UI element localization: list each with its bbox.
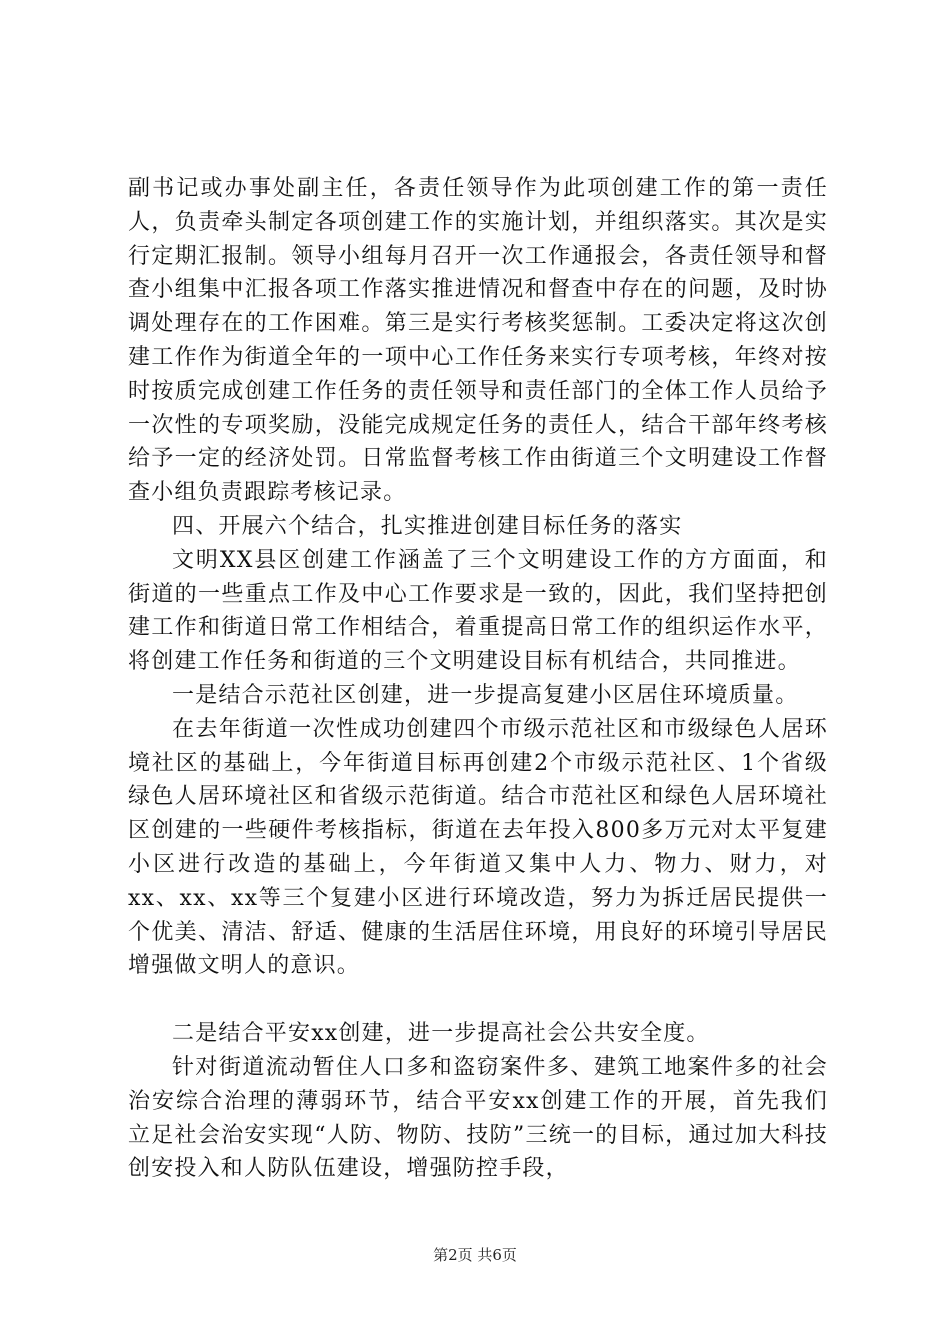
paragraph: 文明XX县区创建工作涵盖了三个文明建设工作的方方面面，和街道的一些重点工作及中心工作要求是一致的，因此，我们坚持把创建工作和街道日常工作相结合，着重提高日常工作的组织运作水平，将创建工作任务和街道的三个文明建设目标有机结合，共同推进。 (128, 547, 828, 675)
paragraph-continuation: 副书记或办事处副主任，各责任领导作为此项创建工作的第一责任人，负责牵头制定各项创建工作的实施计划，并组织落实。其次是实行定期汇报制。领导小组每月召开一次工作通报会，各责任领导和督查小组集中汇报各项工作落实推进情况和督查中存在的问题，及时协调处理存在的工作困难。第三是实行考核奖惩制。工委决定将这次创建工作作为街道全年的一项中心工作任务来实行专项考核，年终对按时按质完成创建工作任务的责任领导和责任部门的全体工作人员给予一次性的专项奖励，没能完成规定任务的责任人，结合干部年终考核给予一定的经济处罚。日常监督考核工作由街道三个文明建设工作督查小组负责跟踪考核记录。 (128, 176, 828, 506)
paragraph: 在去年街道一次性成功创建四个市级示范社区和市级绿色人居环境社区的基础上，今年街道目标再创建2个市级示范社区、1个省级绿色人居环境社区和省级示范街道。结合市范社区和绿色人居环境社区创建的一些硬件考核指标，街道在去年投入800多万元对太平复建小区进行改造的基础上，今年街道又集中人力、物力、财力，对xx、xx、xx等三个复建小区进行环境改造，努力为拆迁居民提供一个优美、清洁、舒适、健康的生活居住环境，用良好的环境引导居民增强做文明人的意识。 (128, 716, 828, 979)
subheading: 二是结合平安xx创建，进一步提高社会公共安全度。 (172, 1021, 710, 1047)
section-heading: 四、开展六个结合，扎实推进创建目标任务的落实 (172, 513, 683, 539)
subheading: 一是结合示范社区创建，进一步提高复建小区居住环境质量。 (172, 682, 799, 708)
paragraph: 针对街道流动暂住人口多和盗窃案件多、建筑工地案件多的社会治安综合治理的薄弱环节，结合平安xx创建工作的开展，首先我们立足社会治安实现“人防、物防、技防”三统一的目标，通过加大科技创安投入和人防队伍建设，增强防控手段， (128, 1054, 828, 1182)
page-footer: 第2页 共6页 (433, 1246, 517, 1264)
body-text (128, 172, 828, 1186)
